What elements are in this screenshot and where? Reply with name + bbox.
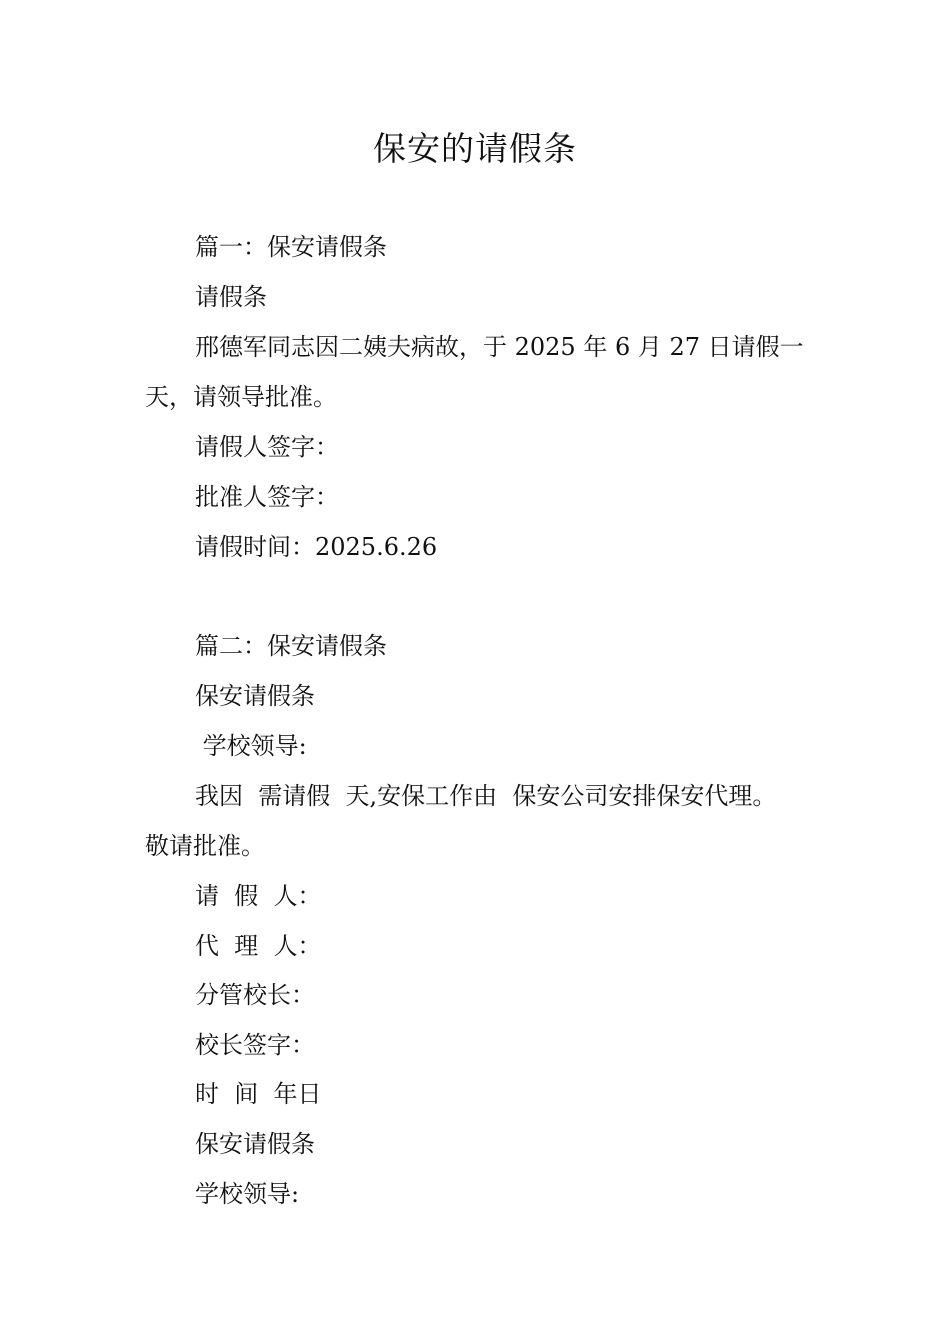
section1-heading: 篇一：保安请假条 <box>195 233 387 261</box>
section1-body-line1: 邢德军同志因二姨夫病故，于 2025 年 6 月 27 日请假一 <box>195 333 804 361</box>
section1-approver-sign: 批准人签字： <box>195 483 339 511</box>
section2-salutation: 学校领导: <box>195 732 307 760</box>
section2-body-line1: 我因 需请假 天,安保工作由 保安公司安排保安代理。 <box>195 782 777 810</box>
section2-principal-sign: 校长签字： <box>195 1031 315 1059</box>
section2-subtitle: 保安请假条 <box>195 682 315 710</box>
section1-body-line2: 天，请领导批准。 <box>145 383 337 411</box>
section2-vice-principal: 分管校长： <box>195 981 315 1009</box>
section1-leave-time: 请假时间：2025.6.26 <box>195 533 438 561</box>
section1-applicant-sign: 请假人签字： <box>195 433 339 461</box>
document-title: 保安的请假条 <box>373 129 577 168</box>
section2-time: 时 间 年日 <box>195 1080 322 1108</box>
section2-agent: 代 理 人： <box>195 932 322 960</box>
section1-subtitle: 请假条 <box>195 283 267 311</box>
section2-applicant: 请 假 人： <box>195 882 322 910</box>
section2-heading: 篇二：保安请假条 <box>195 632 387 660</box>
section2-subtitle2: 保安请假条 <box>195 1130 315 1158</box>
section2-body-line2: 敬请批准。 <box>145 832 265 860</box>
section2-salutation2: 学校领导: <box>195 1180 300 1208</box>
